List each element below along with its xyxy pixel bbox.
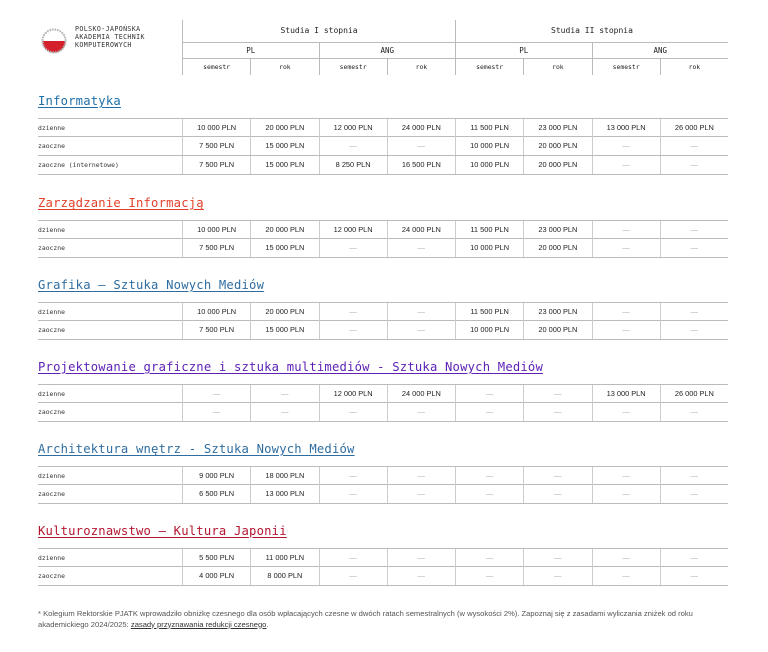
price-cell: 7 500 PLN	[182, 137, 250, 155]
price-cell: 20 000 PLN	[523, 239, 591, 257]
section-informatyka	[38, 92, 728, 175]
header-period: rok	[387, 59, 455, 75]
price-table	[38, 302, 728, 340]
price-cell: —	[592, 467, 660, 485]
price-cell: —	[387, 549, 455, 567]
row-label: zaoczne	[38, 408, 65, 416]
price-cell: 9 000 PLN	[182, 467, 250, 485]
price-cell: 16 500 PLN	[387, 156, 455, 174]
price-cell: —	[250, 403, 318, 421]
section-architektura	[38, 440, 728, 504]
price-cell: 11 500 PLN	[455, 303, 523, 321]
price-cell: —	[455, 549, 523, 567]
row-label: zaoczne	[38, 490, 65, 498]
section-title-link[interactable]: Grafika — Sztuka Nowych Mediów	[38, 278, 265, 292]
price-cell: 10 000 PLN	[182, 119, 250, 137]
table-row	[38, 137, 728, 156]
header-level-1: Studia I stopnia	[182, 20, 455, 42]
price-cell: 10 000 PLN	[182, 221, 250, 239]
section-title-link[interactable]: Zarządzanie Informacją	[38, 196, 204, 210]
footnote	[38, 609, 738, 630]
price-cell: 26 000 PLN	[660, 119, 728, 137]
price-cell: —	[319, 303, 387, 321]
price-cell: —	[387, 303, 455, 321]
pjatk-logo[interactable]	[38, 22, 180, 66]
row-label: zaoczne	[38, 244, 65, 252]
price-cell: —	[592, 567, 660, 585]
price-cell: 20 000 PLN	[250, 119, 318, 137]
price-table	[38, 466, 728, 504]
price-cell: —	[592, 221, 660, 239]
price-cell: —	[523, 549, 591, 567]
row-label: dzienne	[38, 390, 65, 398]
price-cell: —	[455, 567, 523, 585]
price-cell: —	[592, 485, 660, 503]
price-cell: —	[319, 485, 387, 503]
price-cell: —	[319, 137, 387, 155]
price-cell: 23 000 PLN	[523, 221, 591, 239]
price-cell: 7 500 PLN	[182, 321, 250, 339]
price-cell: 15 000 PLN	[250, 239, 318, 257]
price-cell: —	[660, 303, 728, 321]
price-cell: —	[387, 567, 455, 585]
header-lang-pl: PL	[455, 43, 592, 59]
price-cell: 23 000 PLN	[523, 119, 591, 137]
price-cell: 11 500 PLN	[455, 221, 523, 239]
price-cell: —	[592, 239, 660, 257]
row-label: dzienne	[38, 308, 65, 316]
price-cell: 24 000 PLN	[387, 221, 455, 239]
price-cell: 20 000 PLN	[523, 137, 591, 155]
row-label: zaoczne	[38, 572, 65, 580]
price-cell: 7 500 PLN	[182, 156, 250, 174]
footnote-text: * Kolegium Rektorskie PJATK wprowadziło obniżkę czesnego dla osób wpłacających czesne w dwóch ratach semestralnych (w wysokości 2%). Zapoznaj się z zasadami wyliczania zniżek od roku akademickiego 2024/2025:	[38, 609, 693, 629]
section-kulturoznawstwo	[38, 522, 728, 586]
price-cell: —	[455, 385, 523, 403]
header-period: semestr	[319, 59, 387, 75]
price-cell: 12 000 PLN	[319, 221, 387, 239]
price-cell: —	[660, 156, 728, 174]
price-cell: —	[319, 467, 387, 485]
price-cell: —	[455, 403, 523, 421]
table-row	[38, 384, 728, 403]
row-label: zaoczne	[38, 142, 65, 150]
price-cell: —	[660, 221, 728, 239]
price-cell: —	[250, 385, 318, 403]
table-row	[38, 485, 728, 504]
price-cell: 10 000 PLN	[455, 137, 523, 155]
price-cell: 23 000 PLN	[523, 303, 591, 321]
price-cell: 12 000 PLN	[319, 119, 387, 137]
table-row	[38, 321, 728, 340]
header-lang-pl: PL	[182, 43, 319, 59]
table-row	[38, 118, 728, 137]
price-cell: —	[660, 567, 728, 585]
price-cell: —	[660, 137, 728, 155]
price-cell: 26 000 PLN	[660, 385, 728, 403]
price-cell: 13 000 PLN	[250, 485, 318, 503]
row-label: dzienne	[38, 472, 65, 480]
price-cell: —	[523, 485, 591, 503]
price-cell: —	[182, 385, 250, 403]
section-projektowanie	[38, 358, 728, 422]
price-cell: 24 000 PLN	[387, 385, 455, 403]
price-cell: —	[592, 403, 660, 421]
header-period: rok	[250, 59, 318, 75]
price-cell: —	[592, 321, 660, 339]
price-cell: —	[660, 467, 728, 485]
price-cell: —	[387, 321, 455, 339]
price-cell: —	[660, 403, 728, 421]
footnote-end: .	[266, 619, 269, 629]
price-cell: —	[592, 156, 660, 174]
section-title-link[interactable]: Projektowanie graficzne i sztuka multimediów - Sztuka Nowych Mediów	[38, 360, 544, 374]
price-cell: —	[660, 239, 728, 257]
header-period: semestr	[182, 59, 250, 75]
price-cell: 11 500 PLN	[455, 119, 523, 137]
price-cell: —	[319, 321, 387, 339]
price-cell: —	[592, 303, 660, 321]
price-cell: 20 000 PLN	[250, 221, 318, 239]
price-cell: 6 500 PLN	[182, 485, 250, 503]
price-cell: —	[319, 403, 387, 421]
price-table	[38, 548, 728, 586]
section-zarzadzanie	[38, 194, 728, 258]
header-lang-ang: ANG	[319, 43, 456, 59]
price-cell: 10 000 PLN	[455, 239, 523, 257]
price-cell: —	[182, 403, 250, 421]
section-grafika	[38, 276, 728, 340]
row-label: dzienne	[38, 226, 65, 234]
price-table	[38, 118, 728, 175]
logo-line-2: AKADEMIA TECHNIK	[75, 33, 145, 41]
table-row	[38, 220, 728, 239]
price-cell: 8 000 PLN	[250, 567, 318, 585]
price-cell: 11 000 PLN	[250, 549, 318, 567]
price-cell: —	[523, 467, 591, 485]
price-cell: 15 000 PLN	[250, 156, 318, 174]
price-cell: 20 000 PLN	[523, 156, 591, 174]
header-period: rok	[660, 59, 728, 75]
table-row	[38, 239, 728, 258]
price-cell: —	[455, 485, 523, 503]
table-row	[38, 466, 728, 485]
price-cell: 8 250 PLN	[319, 156, 387, 174]
price-cell: —	[592, 549, 660, 567]
header-period: rok	[523, 59, 591, 75]
reduction-rules-link[interactable]: zasady przyznawania redukcji czesnego	[130, 619, 267, 629]
price-table	[38, 220, 728, 258]
table-header	[38, 20, 728, 76]
price-cell: 20 000 PLN	[523, 321, 591, 339]
logo-line-1: POLSKO-JAPOŃSKA	[75, 25, 141, 33]
price-cell: —	[592, 137, 660, 155]
price-cell: 15 000 PLN	[250, 137, 318, 155]
price-cell: 24 000 PLN	[387, 119, 455, 137]
price-cell: —	[319, 549, 387, 567]
price-cell: —	[387, 137, 455, 155]
price-cell: 10 000 PLN	[455, 156, 523, 174]
price-cell: —	[319, 567, 387, 585]
price-cell: 5 500 PLN	[182, 549, 250, 567]
logo-emblem-icon	[38, 22, 74, 62]
price-cell: —	[387, 403, 455, 421]
price-cell: 12 000 PLN	[319, 385, 387, 403]
price-cell: —	[455, 467, 523, 485]
section-title-link[interactable]: Informatyka	[38, 94, 121, 108]
price-cell: 20 000 PLN	[250, 303, 318, 321]
price-cell: —	[387, 239, 455, 257]
row-label: dzienne	[38, 124, 65, 132]
header-lang-ang: ANG	[592, 43, 729, 59]
header-period: semestr	[592, 59, 660, 75]
table-row	[38, 403, 728, 422]
price-cell: —	[387, 485, 455, 503]
logo-line-3: KOMPUTEROWYCH	[75, 41, 132, 49]
price-cell: —	[523, 385, 591, 403]
header-level-2: Studia II stopnia	[455, 20, 728, 42]
row-label: dzienne	[38, 554, 65, 562]
price-cell: 4 000 PLN	[182, 567, 250, 585]
price-cell: 10 000 PLN	[182, 303, 250, 321]
table-row	[38, 302, 728, 321]
row-label: zaoczne	[38, 326, 65, 334]
price-cell: 15 000 PLN	[250, 321, 318, 339]
table-row	[38, 548, 728, 567]
section-title-link[interactable]: Architektura wnętrz - Sztuka Nowych Mediów	[38, 442, 355, 456]
price-cell: —	[319, 239, 387, 257]
table-row	[38, 156, 728, 175]
price-cell: —	[523, 567, 591, 585]
price-cell: —	[660, 549, 728, 567]
price-cell: —	[660, 321, 728, 339]
price-cell: 10 000 PLN	[455, 321, 523, 339]
row-label: zaoczne (internetowe)	[38, 161, 119, 169]
price-cell: —	[523, 403, 591, 421]
price-cell: 18 000 PLN	[250, 467, 318, 485]
price-cell: —	[387, 467, 455, 485]
table-row	[38, 567, 728, 586]
header-period: semestr	[455, 59, 523, 75]
price-cell: 13 000 PLN	[592, 119, 660, 137]
section-title-link[interactable]: Kulturoznawstwo — Kultura Japonii	[38, 524, 287, 538]
price-cell: 13 000 PLN	[592, 385, 660, 403]
price-cell: —	[660, 485, 728, 503]
price-table	[38, 384, 728, 422]
price-cell: 7 500 PLN	[182, 239, 250, 257]
